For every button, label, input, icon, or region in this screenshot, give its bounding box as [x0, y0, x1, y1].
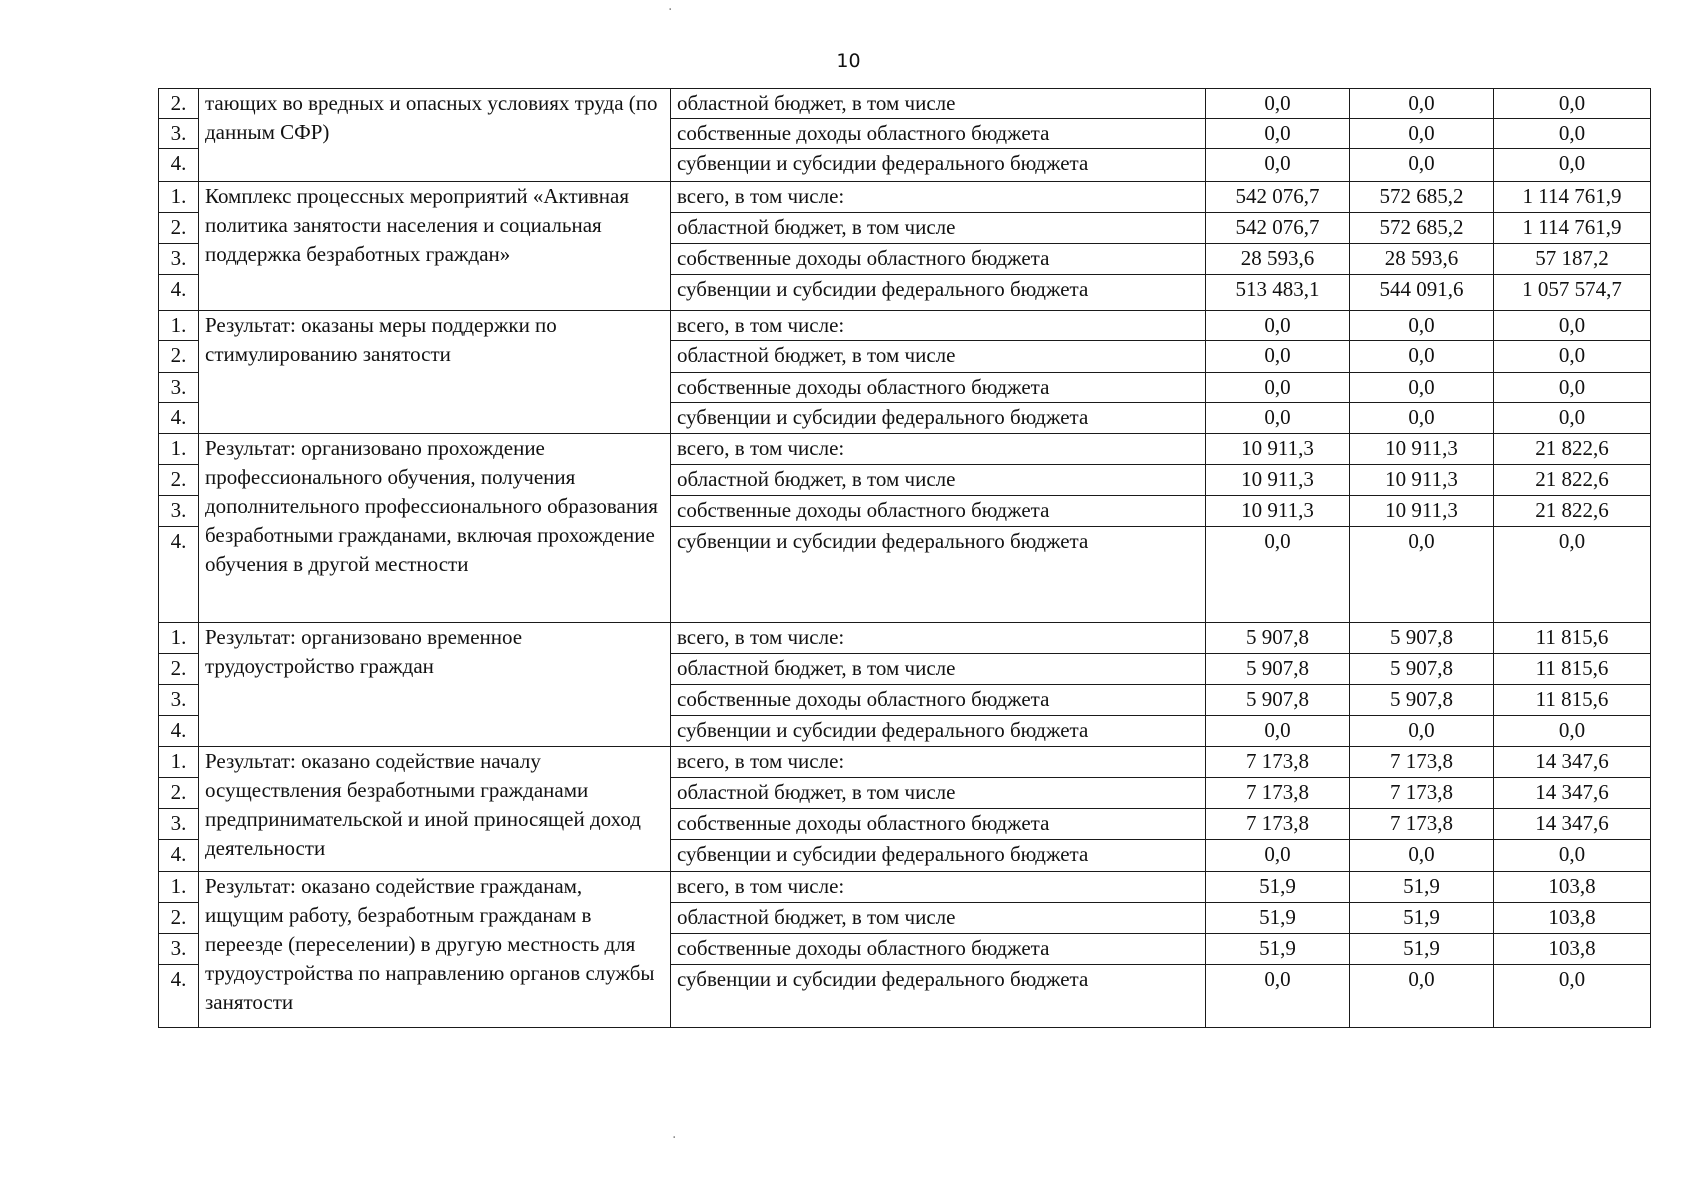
value-year-1: 10 911,3	[1206, 434, 1350, 465]
value-year-1: 0,0	[1206, 119, 1350, 149]
value-total: 0,0	[1494, 341, 1651, 373]
table-row	[159, 434, 1651, 465]
value-total: 0,0	[1494, 716, 1651, 747]
funding-source: собственные доходы областного бюджета	[671, 809, 1206, 840]
funding-source: собственные доходы областного бюджета	[671, 685, 1206, 716]
value-year-2: 7 173,8	[1350, 778, 1494, 809]
value-total: 14 347,6	[1494, 809, 1651, 840]
row-number: 1.	[159, 872, 199, 903]
funding-source: областной бюджет, в том числе	[671, 903, 1206, 934]
value-year-1: 0,0	[1206, 840, 1350, 872]
funding-source: собственные доходы областного бюджета	[671, 934, 1206, 965]
value-year-1: 0,0	[1206, 311, 1350, 341]
value-year-2: 0,0	[1350, 149, 1494, 182]
value-year-2: 0,0	[1350, 373, 1494, 403]
measure-name: Результат: оказано содействие гражданам, ищущим работу, безработным гражданам в переезде (переселении) в другую местность для трудоустройства по направлению органов службы занятости	[199, 872, 671, 1028]
value-year-1: 28 593,6	[1206, 244, 1350, 275]
funding-source: всего, в том числе:	[671, 747, 1206, 778]
value-total: 0,0	[1494, 119, 1651, 149]
value-year-1: 51,9	[1206, 934, 1350, 965]
value-year-1: 10 911,3	[1206, 465, 1350, 496]
row-number: 3.	[159, 685, 199, 716]
value-year-2: 51,9	[1350, 903, 1494, 934]
value-year-1: 7 173,8	[1206, 809, 1350, 840]
value-year-2: 0,0	[1350, 89, 1494, 119]
value-year-2: 0,0	[1350, 341, 1494, 373]
budget-table-body	[159, 89, 1651, 1028]
value-year-1: 0,0	[1206, 373, 1350, 403]
value-year-2: 10 911,3	[1350, 496, 1494, 527]
value-total: 0,0	[1494, 527, 1651, 623]
value-year-2: 7 173,8	[1350, 747, 1494, 778]
value-year-1: 5 907,8	[1206, 623, 1350, 654]
row-number: 2.	[159, 778, 199, 809]
value-year-2: 5 907,8	[1350, 623, 1494, 654]
measure-name: Комплекс процессных мероприятий «Активная политика занятости населения и социальная поддержка безработных граждан»	[199, 182, 671, 311]
value-total: 103,8	[1494, 872, 1651, 903]
value-year-1: 513 483,1	[1206, 275, 1350, 311]
funding-source: субвенции и субсидии федерального бюджета	[671, 527, 1206, 623]
measure-name: Результат: организовано прохождение профессионального обучения, получения дополнительного профессионального образования безработными гражданами, включая прохождение обучения в другой местности	[199, 434, 671, 623]
table-row	[159, 89, 1651, 119]
value-year-2: 51,9	[1350, 872, 1494, 903]
value-year-2: 0,0	[1350, 119, 1494, 149]
value-total: 11 815,6	[1494, 685, 1651, 716]
row-number: 1.	[159, 434, 199, 465]
funding-source: областной бюджет, в том числе	[671, 778, 1206, 809]
row-number: 4.	[159, 840, 199, 872]
funding-source: субвенции и субсидии федерального бюджета	[671, 403, 1206, 434]
value-year-1: 0,0	[1206, 527, 1350, 623]
table-row	[159, 872, 1651, 903]
measure-name: Результат: оказаны меры поддержки по стимулированию занятости	[199, 311, 671, 434]
funding-source: собственные доходы областного бюджета	[671, 244, 1206, 275]
value-year-2: 0,0	[1350, 527, 1494, 623]
funding-source: субвенции и субсидии федерального бюджета	[671, 840, 1206, 872]
row-number: 4.	[159, 275, 199, 311]
value-year-1: 5 907,8	[1206, 654, 1350, 685]
value-year-1: 10 911,3	[1206, 496, 1350, 527]
funding-source: областной бюджет, в том числе	[671, 213, 1206, 244]
value-year-2: 0,0	[1350, 840, 1494, 872]
table-row	[159, 182, 1651, 213]
value-total: 0,0	[1494, 149, 1651, 182]
funding-source: собственные доходы областного бюджета	[671, 373, 1206, 403]
scan-dot: ·	[672, 1130, 677, 1146]
row-number: 1.	[159, 311, 199, 341]
value-year-1: 542 076,7	[1206, 213, 1350, 244]
measure-name: тающих во вредных и опасных условиях труда (по данным СФР)	[199, 89, 671, 182]
table-row	[159, 747, 1651, 778]
row-number: 4.	[159, 527, 199, 623]
row-number: 4.	[159, 403, 199, 434]
funding-source: областной бюджет, в том числе	[671, 341, 1206, 373]
value-year-1: 7 173,8	[1206, 747, 1350, 778]
value-year-2: 10 911,3	[1350, 434, 1494, 465]
row-number: 4.	[159, 965, 199, 1028]
funding-source: областной бюджет, в том числе	[671, 654, 1206, 685]
row-number: 2.	[159, 89, 199, 119]
budget-table	[158, 88, 1651, 1028]
value-total: 1 114 761,9	[1494, 213, 1651, 244]
value-total: 1 057 574,7	[1494, 275, 1651, 311]
funding-source: субвенции и субсидии федерального бюджета	[671, 275, 1206, 311]
measure-name: Результат: оказано содействие началу осуществления безработными гражданами предпринимательской и иной приносящей доход деятельности	[199, 747, 671, 872]
row-number: 2.	[159, 465, 199, 496]
value-total: 11 815,6	[1494, 654, 1651, 685]
funding-source: всего, в том числе:	[671, 434, 1206, 465]
value-year-1: 0,0	[1206, 149, 1350, 182]
funding-source: субвенции и субсидии федерального бюджета	[671, 965, 1206, 1028]
row-number: 1.	[159, 182, 199, 213]
value-total: 0,0	[1494, 373, 1651, 403]
table-row	[159, 623, 1651, 654]
value-total: 0,0	[1494, 965, 1651, 1028]
value-total: 0,0	[1494, 403, 1651, 434]
row-number: 4.	[159, 149, 199, 182]
value-year-2: 5 907,8	[1350, 685, 1494, 716]
value-year-1: 0,0	[1206, 965, 1350, 1028]
funding-source: областной бюджет, в том числе	[671, 89, 1206, 119]
funding-source: субвенции и субсидии федерального бюджета	[671, 716, 1206, 747]
value-year-1: 0,0	[1206, 89, 1350, 119]
row-number: 3.	[159, 244, 199, 275]
value-year-1: 51,9	[1206, 903, 1350, 934]
value-total: 11 815,6	[1494, 623, 1651, 654]
value-total: 21 822,6	[1494, 434, 1651, 465]
row-number: 3.	[159, 119, 199, 149]
value-year-1: 0,0	[1206, 403, 1350, 434]
value-year-2: 572 685,2	[1350, 182, 1494, 213]
value-total: 0,0	[1494, 840, 1651, 872]
funding-source: всего, в том числе:	[671, 623, 1206, 654]
value-year-2: 0,0	[1350, 403, 1494, 434]
funding-source: собственные доходы областного бюджета	[671, 119, 1206, 149]
value-year-2: 28 593,6	[1350, 244, 1494, 275]
row-number: 2.	[159, 213, 199, 244]
value-total: 0,0	[1494, 89, 1651, 119]
row-number: 1.	[159, 623, 199, 654]
value-year-2: 5 907,8	[1350, 654, 1494, 685]
row-number: 1.	[159, 747, 199, 778]
value-total: 21 822,6	[1494, 496, 1651, 527]
row-number: 2.	[159, 903, 199, 934]
row-number: 3.	[159, 496, 199, 527]
row-number: 3.	[159, 373, 199, 403]
measure-name: Результат: организовано временное трудоустройство граждан	[199, 623, 671, 747]
value-total: 103,8	[1494, 934, 1651, 965]
value-year-1: 5 907,8	[1206, 685, 1350, 716]
value-year-1: 51,9	[1206, 872, 1350, 903]
funding-source: областной бюджет, в том числе	[671, 465, 1206, 496]
value-year-2: 544 091,6	[1350, 275, 1494, 311]
value-total: 14 347,6	[1494, 778, 1651, 809]
value-year-1: 0,0	[1206, 341, 1350, 373]
value-year-2: 0,0	[1350, 311, 1494, 341]
value-year-2: 572 685,2	[1350, 213, 1494, 244]
row-number: 3.	[159, 809, 199, 840]
row-number: 2.	[159, 341, 199, 373]
funding-source: субвенции и субсидии федерального бюджета	[671, 149, 1206, 182]
value-total: 103,8	[1494, 903, 1651, 934]
scan-dot: ·	[668, 2, 673, 18]
value-total: 14 347,6	[1494, 747, 1651, 778]
page-number: 10	[836, 50, 861, 72]
value-year-1: 7 173,8	[1206, 778, 1350, 809]
value-year-2: 0,0	[1350, 716, 1494, 747]
value-year-2: 0,0	[1350, 965, 1494, 1028]
funding-source: собственные доходы областного бюджета	[671, 496, 1206, 527]
value-year-2: 10 911,3	[1350, 465, 1494, 496]
funding-source: всего, в том числе:	[671, 182, 1206, 213]
funding-source: всего, в том числе:	[671, 872, 1206, 903]
value-year-1: 542 076,7	[1206, 182, 1350, 213]
row-number: 4.	[159, 716, 199, 747]
row-number: 2.	[159, 654, 199, 685]
value-year-2: 7 173,8	[1350, 809, 1494, 840]
table-row	[159, 311, 1651, 341]
row-number: 3.	[159, 934, 199, 965]
value-year-2: 51,9	[1350, 934, 1494, 965]
value-total: 0,0	[1494, 311, 1651, 341]
value-total: 21 822,6	[1494, 465, 1651, 496]
value-total: 1 114 761,9	[1494, 182, 1651, 213]
value-total: 57 187,2	[1494, 244, 1651, 275]
funding-source: всего, в том числе:	[671, 311, 1206, 341]
value-year-1: 0,0	[1206, 716, 1350, 747]
